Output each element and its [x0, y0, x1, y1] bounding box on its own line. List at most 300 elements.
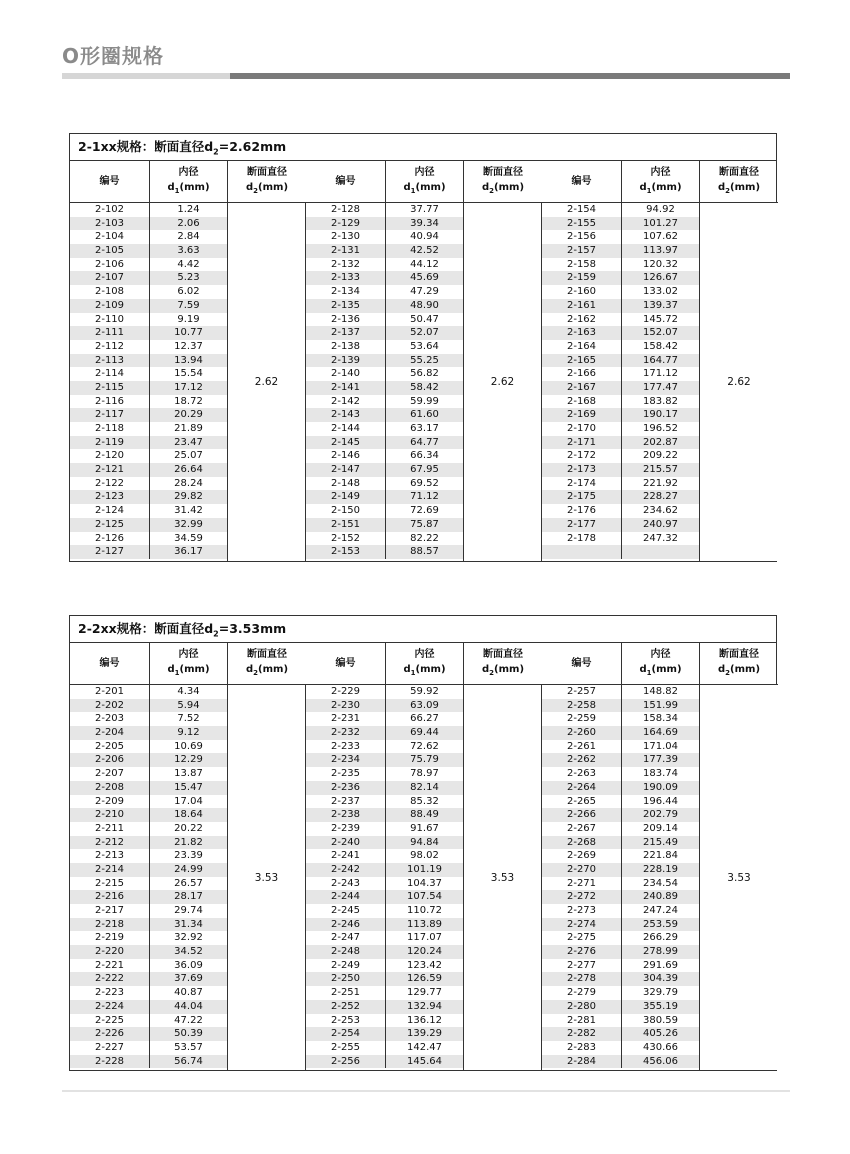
- table-row: [542, 753, 699, 767]
- cell-code: 2-141: [330, 381, 361, 393]
- cell-inner-diameter: 329.79: [621, 986, 699, 1000]
- table-row: [542, 767, 699, 781]
- header-code: 编号: [571, 658, 592, 669]
- cell-inner-diameter: 132.94: [385, 1000, 463, 1014]
- column-header-row: [306, 643, 542, 685]
- table-row: [542, 326, 699, 340]
- table-row: [70, 545, 227, 559]
- table-row: [306, 449, 463, 463]
- cell-inner-diameter: 107.62: [621, 230, 699, 244]
- cell-code: 2-173: [566, 464, 597, 476]
- column-group: [70, 161, 306, 561]
- cell-inner-diameter: 88.57: [385, 545, 463, 559]
- table-row: [306, 1027, 463, 1041]
- header-id-line1: 内径: [178, 648, 199, 660]
- cell-code: 2-243: [330, 877, 361, 889]
- cell-code: 2-161: [566, 299, 597, 311]
- cell-code: 2-177: [566, 518, 597, 530]
- table-row: [542, 1027, 699, 1041]
- table-row: [306, 945, 463, 959]
- table-row: [70, 1000, 227, 1014]
- cell-inner-diameter: 48.90: [385, 299, 463, 313]
- header-id-pre: d: [403, 181, 411, 193]
- header-inner-diameter: [149, 161, 227, 202]
- table-row: [70, 299, 227, 313]
- cell-code: 2-256: [330, 1055, 361, 1067]
- header-cs-line1: 断面直径: [247, 648, 287, 660]
- header-id-post: (mm): [179, 181, 210, 193]
- header-id-line1: 内径: [414, 166, 435, 178]
- column-group-body: [70, 203, 306, 561]
- table-row: [70, 986, 227, 1000]
- table-row: [542, 436, 699, 450]
- table-row: [70, 449, 227, 463]
- cell-code: 2-164: [566, 340, 597, 352]
- cell-inner-diameter: 113.97: [621, 244, 699, 258]
- cell-inner-diameter: 266.29: [621, 931, 699, 945]
- cell-inner-diameter: 158.34: [621, 712, 699, 726]
- cell-code: 2-250: [330, 973, 361, 985]
- cell-inner-diameter: 75.79: [385, 753, 463, 767]
- table-row: [542, 532, 699, 546]
- cell-inner-diameter: 209.14: [621, 822, 699, 836]
- cell-inner-diameter: 101.27: [621, 217, 699, 231]
- cell-inner-diameter: 101.19: [385, 863, 463, 877]
- cell-inner-diameter: 13.94: [149, 354, 227, 368]
- table-row: [306, 699, 463, 713]
- cell-inner-diameter: 25.07: [149, 449, 227, 463]
- header-id-post: (mm): [415, 663, 446, 675]
- cell-cross-section: 2.62: [463, 203, 542, 561]
- cell-inner-diameter: 20.29: [149, 408, 227, 422]
- cell-code: 2-148: [330, 477, 361, 489]
- cell-code: 2-154: [566, 204, 597, 215]
- cell-inner-diameter: 17.12: [149, 381, 227, 395]
- cell-inner-diameter: 190.17: [621, 408, 699, 422]
- cell-inner-diameter: 85.32: [385, 795, 463, 809]
- cell-inner-diameter: 228.27: [621, 490, 699, 504]
- table-row: [70, 740, 227, 754]
- table-row: [70, 1014, 227, 1028]
- title-rule-dark: [230, 73, 790, 79]
- cell-inner-diameter: 47.22: [149, 1014, 227, 1028]
- cell-inner-diameter: 18.72: [149, 395, 227, 409]
- table-row: [306, 863, 463, 877]
- cell-code: 2-280: [566, 1000, 597, 1012]
- table-row: [306, 767, 463, 781]
- cell-inner-diameter: 164.69: [621, 726, 699, 740]
- table-row: [70, 781, 227, 795]
- cell-inner-diameter: 151.99: [621, 699, 699, 713]
- cell-code: 2-242: [330, 863, 361, 875]
- cell-code: 2-159: [566, 272, 597, 284]
- cell-code: 2-260: [566, 727, 597, 739]
- cell-code: 2-231: [330, 713, 361, 725]
- cell-cross-section: 3.53: [699, 685, 778, 1070]
- cell-code: 2-211: [94, 822, 125, 834]
- table-row: [542, 271, 699, 285]
- cell-code: 2-255: [330, 1041, 361, 1053]
- cell-inner-diameter: 139.37: [621, 299, 699, 313]
- header-cs-sub: 2: [725, 668, 731, 677]
- cell-code: 2-130: [330, 231, 361, 243]
- header-id-sub: 1: [174, 668, 180, 677]
- table-row: [542, 890, 699, 904]
- cell-inner-diameter: 82.22: [385, 532, 463, 546]
- table-row: [306, 340, 463, 354]
- section-heading: [70, 616, 776, 643]
- cell-inner-diameter: 82.14: [385, 781, 463, 795]
- cell-inner-diameter: 240.89: [621, 890, 699, 904]
- cell-inner-diameter: 123.42: [385, 959, 463, 973]
- table-row: [70, 972, 227, 986]
- cell-inner-diameter: 177.47: [621, 381, 699, 395]
- cell-inner-diameter: 145.72: [621, 313, 699, 327]
- table-row: [306, 890, 463, 904]
- column-header-row: [306, 161, 542, 203]
- header-cs-post: (mm): [494, 181, 525, 193]
- table-row: [542, 340, 699, 354]
- cell-inner-diameter: 63.17: [385, 422, 463, 436]
- cell-code: 2-102: [94, 204, 125, 215]
- row-list: [70, 685, 227, 1068]
- cell-inner-diameter: 304.39: [621, 972, 699, 986]
- cell-code: 2-247: [330, 932, 361, 944]
- column-group-body: [70, 685, 306, 1070]
- cell-inner-diameter: 45.69: [385, 271, 463, 285]
- table-row: [70, 1055, 227, 1069]
- cell-inner-diameter: 17.04: [149, 795, 227, 809]
- cell-inner-diameter: 18.64: [149, 808, 227, 822]
- table-row: [306, 740, 463, 754]
- cell-code: 2-201: [94, 686, 125, 697]
- table-row: [70, 518, 227, 532]
- cell-inner-diameter: 209.22: [621, 449, 699, 463]
- cell-code: 2-144: [330, 423, 361, 434]
- cell-code: 2-238: [330, 809, 361, 821]
- cell-code: 2-139: [330, 354, 361, 366]
- cell-inner-diameter: 94.84: [385, 836, 463, 850]
- cell-inner-diameter: 36.17: [149, 545, 227, 559]
- cell-code: 2-210: [94, 809, 125, 821]
- cell-inner-diameter: 32.92: [149, 931, 227, 945]
- cell-inner-diameter: 3.63: [149, 244, 227, 258]
- cell-inner-diameter: 13.87: [149, 767, 227, 781]
- cell-inner-diameter: 44.12: [385, 258, 463, 272]
- table-row: [542, 285, 699, 299]
- table-row: [306, 795, 463, 809]
- cell-inner-diameter: 59.92: [385, 685, 463, 699]
- table-row: [70, 918, 227, 932]
- header-id-sub: 1: [174, 186, 180, 195]
- cell-code: 2-172: [566, 450, 597, 462]
- cell-inner-diameter: 26.57: [149, 877, 227, 891]
- header-id-line1: 内径: [178, 166, 199, 178]
- table-row: [306, 463, 463, 477]
- table-row: [542, 795, 699, 809]
- title-rule: [62, 73, 790, 79]
- header-id-line1: 内径: [414, 648, 435, 660]
- table-row: [70, 244, 227, 258]
- cell-code: 2-160: [566, 286, 597, 298]
- column-header-row: [70, 643, 306, 685]
- header-cs-sub: 2: [253, 668, 259, 677]
- cell-code: 2-170: [566, 423, 597, 434]
- cell-inner-diameter: 10.69: [149, 740, 227, 754]
- cell-inner-diameter: 28.24: [149, 477, 227, 491]
- cell-inner-diameter: 23.39: [149, 849, 227, 863]
- cell-inner-diameter: 4.42: [149, 258, 227, 272]
- table-row: [306, 285, 463, 299]
- cell-code: 2-230: [330, 699, 361, 711]
- cell-code: 2-215: [94, 877, 125, 889]
- cell-inner-diameter: 61.60: [385, 408, 463, 422]
- table-row: [542, 945, 699, 959]
- cell-inner-diameter: 6.02: [149, 285, 227, 299]
- table-row: [542, 217, 699, 231]
- table-row: [306, 836, 463, 850]
- cell-inner-diameter: 104.37: [385, 877, 463, 891]
- table-row: [70, 271, 227, 285]
- cell-code: 2-235: [330, 768, 361, 780]
- cell-inner-diameter: 145.64: [385, 1055, 463, 1069]
- table-row: [306, 822, 463, 836]
- header-code: 编号: [99, 658, 120, 669]
- cell-code: 2-223: [94, 987, 125, 999]
- cell-inner-diameter: 40.87: [149, 986, 227, 1000]
- cell-code: 2-283: [566, 1041, 597, 1053]
- table-row: [306, 877, 463, 891]
- cell-inner-diameter: 117.07: [385, 931, 463, 945]
- cell-inner-diameter: 9.19: [149, 313, 227, 327]
- table-row: [306, 313, 463, 327]
- cell-code: 2-275: [566, 932, 597, 944]
- cell-inner-diameter: 5.23: [149, 271, 227, 285]
- cell-inner-diameter: 28.17: [149, 890, 227, 904]
- cell-code: 2-127: [94, 546, 125, 558]
- table-row: [70, 477, 227, 491]
- table-row: [542, 740, 699, 754]
- header-id-post: (mm): [415, 181, 446, 193]
- cell-inner-diameter: 9.12: [149, 726, 227, 740]
- header-cross-section: [227, 643, 306, 684]
- header-id-sub: 1: [646, 668, 652, 677]
- cell-code: 2-117: [94, 409, 125, 421]
- cell-code: 2-270: [566, 863, 597, 875]
- cell-inner-diameter: 7.52: [149, 712, 227, 726]
- cell-inner-diameter: 142.47: [385, 1041, 463, 1055]
- table-row: [306, 781, 463, 795]
- cell-inner-diameter: 21.82: [149, 836, 227, 850]
- cell-inner-diameter: 72.62: [385, 740, 463, 754]
- header-cs-post: (mm): [730, 663, 761, 675]
- cell-inner-diameter: 78.97: [385, 767, 463, 781]
- table-row: [70, 959, 227, 973]
- cell-inner-diameter: 53.57: [149, 1041, 227, 1055]
- cell-code: 2-103: [94, 217, 125, 229]
- table-row: [542, 477, 699, 491]
- cell-code: 2-131: [330, 245, 361, 257]
- cell-code: 2-208: [94, 781, 125, 793]
- table-row: [306, 808, 463, 822]
- header-cs-post: (mm): [494, 663, 525, 675]
- table-row: [306, 1000, 463, 1014]
- cell-code: 2-226: [94, 1028, 125, 1040]
- table-row: [306, 230, 463, 244]
- cell-inner-diameter: 56.74: [149, 1055, 227, 1069]
- cell-inner-diameter: 171.12: [621, 367, 699, 381]
- header-cs-pre: d: [245, 181, 254, 193]
- cell-inner-diameter: 40.94: [385, 230, 463, 244]
- cell-inner-diameter: 253.59: [621, 918, 699, 932]
- table-row: [542, 808, 699, 822]
- row-list: [542, 685, 699, 1068]
- table-row: [70, 685, 227, 699]
- table-row: [70, 340, 227, 354]
- cell-code: 2-239: [330, 822, 361, 834]
- table-row: [70, 313, 227, 327]
- cell-code: 2-258: [566, 699, 597, 711]
- header-inner-diameter: [385, 643, 463, 684]
- cell-code: 2-234: [330, 754, 361, 766]
- table-row: [306, 1014, 463, 1028]
- table-row: [70, 836, 227, 850]
- cell-code: 2-147: [330, 464, 361, 476]
- cell-code: 2-269: [566, 850, 597, 862]
- cell-code: 2-237: [330, 795, 361, 807]
- cell-code: 2-241: [330, 850, 361, 862]
- table-row: [306, 959, 463, 973]
- table-row: [542, 986, 699, 1000]
- cell-inner-diameter: 32.99: [149, 518, 227, 532]
- cell-code: 2-138: [330, 340, 361, 352]
- cell-code: 2-151: [330, 518, 361, 530]
- cell-inner-diameter: 1.24: [149, 203, 227, 217]
- cell-inner-diameter: 133.02: [621, 285, 699, 299]
- cell-inner-diameter: 2.06: [149, 217, 227, 231]
- column-group-body: [306, 203, 542, 561]
- header-cs-pre: d: [717, 663, 726, 675]
- column-group: [306, 643, 542, 1070]
- section-heading-prefix: 2-2xx规格：断面直径d: [78, 621, 214, 636]
- cell-code: 2-246: [330, 918, 361, 930]
- table-row: [70, 1027, 227, 1041]
- cell-code: 2-132: [330, 258, 361, 270]
- section-heading-prefix: 2-1xx规格：断面直径d: [78, 139, 214, 154]
- table-row: [542, 463, 699, 477]
- cell-code: 2-279: [566, 987, 597, 999]
- cell-code: 2-232: [330, 727, 361, 739]
- header-inner-diameter: [621, 643, 699, 684]
- cell-code: 2-123: [94, 491, 125, 503]
- table-row: [306, 354, 463, 368]
- cell-inner-diameter: 148.82: [621, 685, 699, 699]
- header-cs-sub: 2: [253, 186, 259, 195]
- header-code: 编号: [99, 176, 120, 187]
- cell-code: 2-206: [94, 754, 125, 766]
- cell-code: 2-149: [330, 491, 361, 503]
- cell-inner-diameter: 50.39: [149, 1027, 227, 1041]
- table-row: [306, 436, 463, 450]
- cell-inner-diameter: 202.87: [621, 436, 699, 450]
- cell-code: 2-119: [94, 436, 125, 448]
- cell-code: 2-110: [94, 313, 125, 325]
- header-cs-line1: 断面直径: [483, 648, 523, 660]
- cell-code: 2-171: [566, 436, 597, 448]
- cell-code: 2-281: [566, 1014, 597, 1026]
- cell-code: 2-276: [566, 946, 597, 958]
- row-list: [70, 203, 227, 559]
- cell-code: 2-236: [330, 781, 361, 793]
- table-row: [542, 449, 699, 463]
- cell-code: 2-249: [330, 959, 361, 971]
- cell-inner-diameter: 7.59: [149, 299, 227, 313]
- cell-inner-diameter: 240.97: [621, 518, 699, 532]
- header-inner-diameter: [621, 161, 699, 202]
- table-row: [542, 836, 699, 850]
- column-header-row: [542, 643, 778, 685]
- section-heading-sub: 2: [213, 147, 219, 157]
- cell-code: 2-220: [94, 946, 125, 958]
- table-row: [306, 490, 463, 504]
- cell-code: 2-134: [330, 286, 361, 298]
- cell-code: 2-261: [566, 740, 597, 752]
- cell-code: 2-218: [94, 918, 125, 930]
- table-row: [306, 504, 463, 518]
- cell-code: 2-253: [330, 1014, 361, 1026]
- header-cs-post: (mm): [258, 663, 289, 675]
- table-row: [542, 931, 699, 945]
- cell-inner-diameter: 12.29: [149, 753, 227, 767]
- table-row: [70, 931, 227, 945]
- header-id-sub: 1: [646, 186, 652, 195]
- table-row: [70, 808, 227, 822]
- table-row: [542, 203, 699, 217]
- cell-inner-diameter: 75.87: [385, 518, 463, 532]
- table-row: [70, 490, 227, 504]
- cell-inner-diameter: 88.49: [385, 808, 463, 822]
- cell-code: 2-112: [94, 340, 125, 352]
- cell-inner-diameter: 107.54: [385, 890, 463, 904]
- cell-code: 2-167: [566, 381, 597, 393]
- header-cs-sub: 2: [489, 668, 495, 677]
- table-row: [542, 395, 699, 409]
- table-row: [306, 972, 463, 986]
- cell-code: 2-143: [330, 409, 361, 421]
- cell-inner-diameter: 5.94: [149, 699, 227, 713]
- cell-code: 2-122: [94, 477, 125, 489]
- table-row: [70, 712, 227, 726]
- cell-cross-section: 2.62: [699, 203, 778, 561]
- cell-inner-diameter: 91.67: [385, 822, 463, 836]
- header-id-pre: d: [403, 663, 411, 675]
- page-title: O形圈规格: [62, 44, 165, 68]
- cell-code: 2-135: [330, 299, 361, 311]
- cell-inner-diameter: 72.69: [385, 504, 463, 518]
- table-row: [542, 230, 699, 244]
- cell-code: 2-272: [566, 891, 597, 903]
- cell-inner-diameter: 15.54: [149, 367, 227, 381]
- cell-inner-diameter: 120.24: [385, 945, 463, 959]
- cell-inner-diameter: 247.24: [621, 904, 699, 918]
- cell-code: 2-217: [94, 905, 125, 916]
- header-id-post: (mm): [651, 663, 682, 675]
- cell-code: 2-165: [566, 354, 597, 366]
- cell-inner-diameter: 196.44: [621, 795, 699, 809]
- table-row: [306, 1041, 463, 1055]
- cell-code: 2-271: [566, 877, 597, 889]
- table-row: [542, 822, 699, 836]
